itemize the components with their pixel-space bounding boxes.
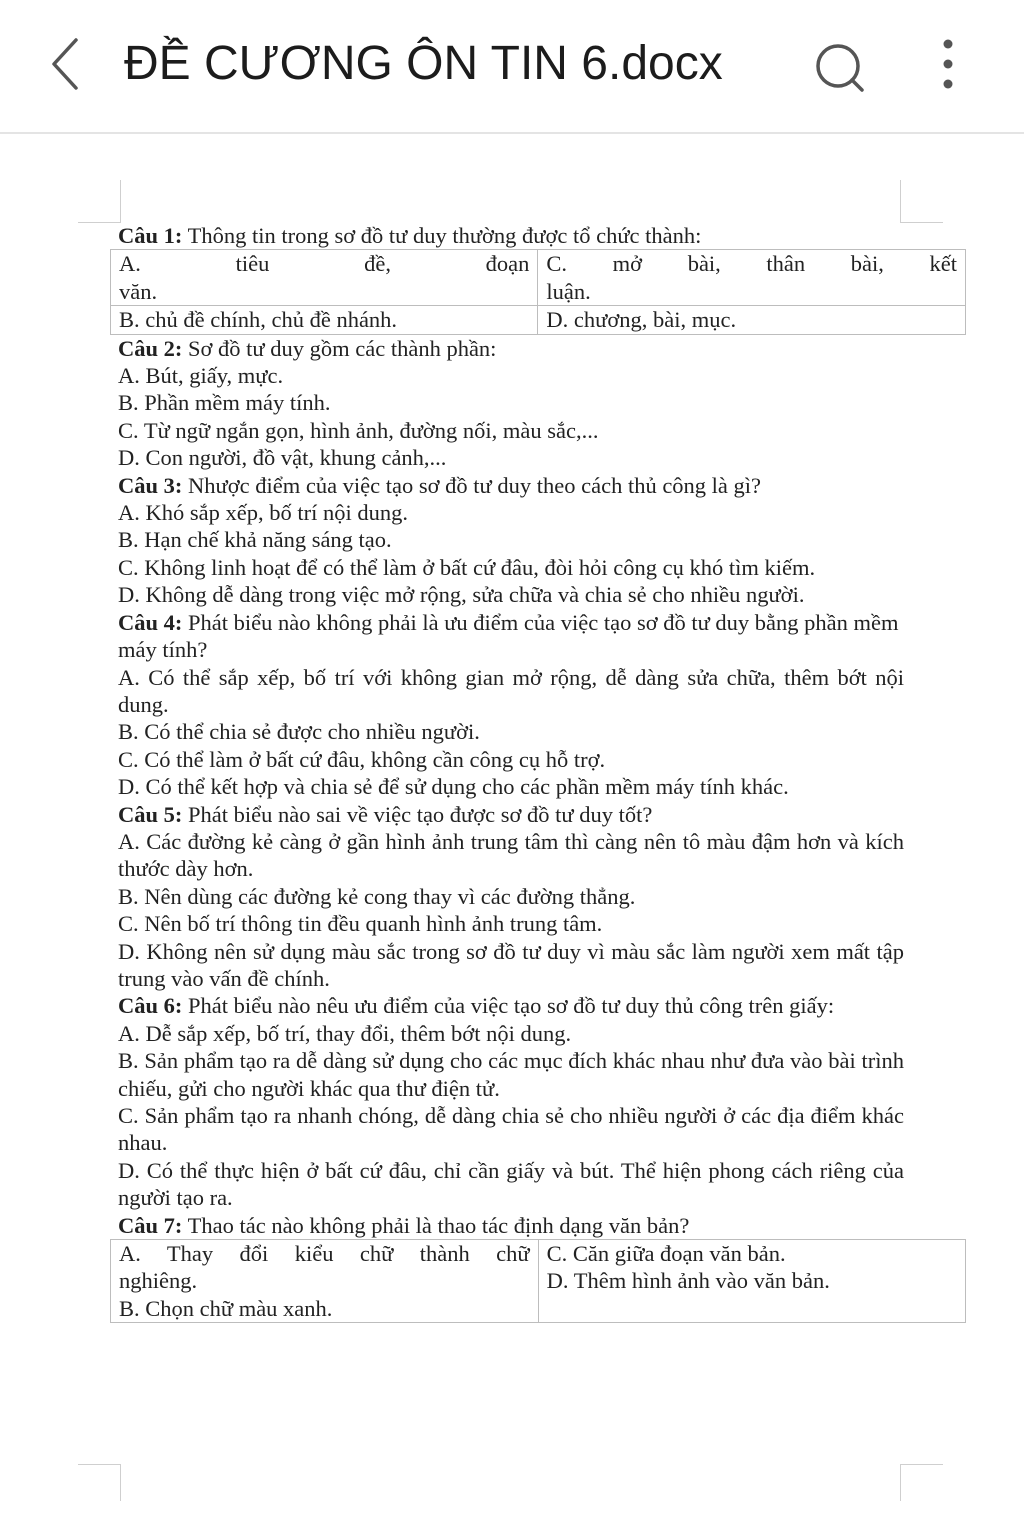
answer-c-line1: C. mở bài, thân bài, kết	[546, 251, 957, 277]
page-corner-mark	[900, 180, 943, 223]
document-title: ĐỀ CƯƠNG ÔN TIN 6.docx	[124, 37, 723, 90]
document-page[interactable]	[0, 134, 1024, 1530]
answer-d: D. Có thể thực hiện ở bất cứ đâu, chỉ cần giấy và bút. Thể hiện phong cách riêng của người tạo ra.	[118, 1157, 904, 1211]
answer-d: D. Không nên sử dụng màu sắc trong sơ đồ tư duy vì màu sắc làm người xem mất tập trung vào vấn đề chính.	[118, 938, 904, 991]
answer-a: A. Các đường kẻ càng ở gần hình ảnh trung tâm thì càng nên tô màu đậm hơn và kích thước dày hơn.	[118, 828, 904, 882]
answer-c: C. Căn giữa đoạn văn bản.	[546, 1241, 786, 1267]
more-vertical-icon	[924, 32, 972, 96]
question-1	[118, 222, 904, 249]
answer-a: A. Dễ sắp xếp, bố trí, thay đổi, thêm bớt nội dung.	[118, 1020, 572, 1046]
search-icon	[808, 36, 872, 100]
question-text: Sơ đồ tư duy gồm các thành phần:	[188, 335, 497, 361]
answer-d: D. Thêm hình ảnh vào văn bản.	[546, 1268, 830, 1294]
question-number: Câu 4:	[118, 609, 183, 635]
answer-c: C. Sản phẩm tạo ra nhanh chóng, dễ dàng chia sẻ cho nhiều người ở các địa điểm khác nhau.	[118, 1103, 904, 1156]
answer-c: C. Nên bố trí thông tin đều quanh hình ảnh trung tâm.	[118, 911, 603, 937]
question-number: Câu 1:	[118, 223, 183, 248]
answer-c-line2: luận.	[546, 278, 591, 304]
answer-d: D. Có thể kết hợp và chia sẻ để sử dụng cho các phần mềm máy tính khác.	[118, 774, 789, 800]
answer-a-line2: văn.	[119, 278, 158, 304]
question-number: Câu 7:	[118, 1212, 183, 1238]
answer-c: C. Không linh hoạt để có thể làm ở bất cứ đâu, đòi hỏi công cụ khó tìm kiếm.	[118, 554, 816, 580]
question-4	[118, 609, 904, 664]
back-button[interactable]	[40, 34, 96, 94]
page-corner-mark	[78, 180, 121, 223]
question-number: Câu 5:	[118, 801, 183, 827]
answer-table-q1	[110, 249, 966, 334]
answer-b: B. chủ đề chính, chủ đề nhánh.	[111, 306, 538, 334]
question-7	[118, 1212, 904, 1239]
app-toolbar	[0, 0, 1024, 134]
answer-a: A. Bút, giấy, mực.	[118, 363, 284, 389]
question-2	[118, 335, 904, 362]
answer-d: D. Không dễ dàng trong việc mở rộng, sửa chữa và chia sẻ cho nhiều người.	[118, 582, 805, 608]
question-5	[118, 801, 904, 828]
question-text: Phát biểu nào không phải là ưu điểm của việc tạo sơ đồ tư duy bằng phần mềm máy tính?	[118, 609, 899, 663]
question-6	[118, 992, 904, 1019]
question-text: Phát biểu nào nêu ưu điểm của việc tạo sơ đồ tư duy thủ công trên giấy:	[188, 993, 835, 1019]
answer-c: C. Có thể làm ở bất cứ đâu, không cần công cụ hỗ trợ.	[118, 746, 606, 772]
answer-cell	[538, 250, 966, 306]
answer-table-q7	[110, 1239, 966, 1323]
question-text: Thông tin trong sơ đồ tư duy thường được tổ chức thành:	[187, 223, 702, 248]
answer-b: B. Chọn chữ màu xanh.	[119, 1295, 333, 1321]
answer-d: D. Con người, đồ vật, khung cảnh,...	[118, 445, 447, 471]
question-3	[118, 472, 904, 499]
answer-a: A. Có thể sắp xếp, bố trí với không gian mở rộng, dễ dàng sửa chữa, thêm bớt nội dung.	[118, 664, 904, 717]
question-text: Thao tác nào không phải là thao tác định dạng văn bản?	[187, 1212, 690, 1238]
more-options-button[interactable]	[924, 32, 972, 96]
answer-a: A. Khó sắp xếp, bố trí nội dung.	[118, 500, 408, 526]
chevron-left-icon	[40, 34, 96, 94]
answer-cell-left	[111, 1240, 539, 1323]
answer-cell	[111, 250, 538, 306]
answer-b: B. Hạn chế khả năng sáng tạo.	[118, 527, 392, 553]
question-text: Phát biểu nào sai về việc tạo được sơ đồ tư duy tốt?	[188, 801, 653, 827]
question-number: Câu 3:	[118, 472, 183, 498]
answer-d: D. chương, bài, mục.	[538, 306, 966, 334]
answer-c: C. Từ ngữ ngắn gọn, hình ảnh, đường nối, màu sắc,...	[118, 417, 599, 443]
answer-a-line2: nghiêng.	[119, 1268, 198, 1294]
search-button[interactable]	[808, 36, 872, 100]
answer-b: B. Có thể chia sẻ được cho nhiều người.	[118, 719, 480, 745]
answer-b: B. Phần mềm máy tính.	[118, 390, 331, 416]
answer-a-line1: A. tiêu đề, đoạn	[119, 251, 530, 277]
answer-a-line1: A. Thay đổi kiểu chữ thành chữ	[119, 1241, 530, 1267]
answer-cell-right	[538, 1240, 965, 1323]
answer-b: B. Nên dùng các đường kẻ cong thay vì các đường thẳng.	[118, 883, 636, 909]
question-text: Nhược điểm của việc tạo sơ đồ tư duy theo cách thủ công là gì?	[188, 472, 762, 498]
question-number: Câu 6:	[118, 993, 183, 1019]
answer-b: B. Sản phẩm tạo ra dễ dàng sử dụng cho các mục đích khác nhau như đưa vào bài trình chiếu, gửi cho người khác qua thư điện tử.	[118, 1048, 904, 1101]
document-content	[118, 222, 957, 1323]
page-corner-mark	[900, 1464, 943, 1501]
page-corner-mark	[78, 1464, 121, 1501]
question-number: Câu 2:	[118, 335, 183, 361]
